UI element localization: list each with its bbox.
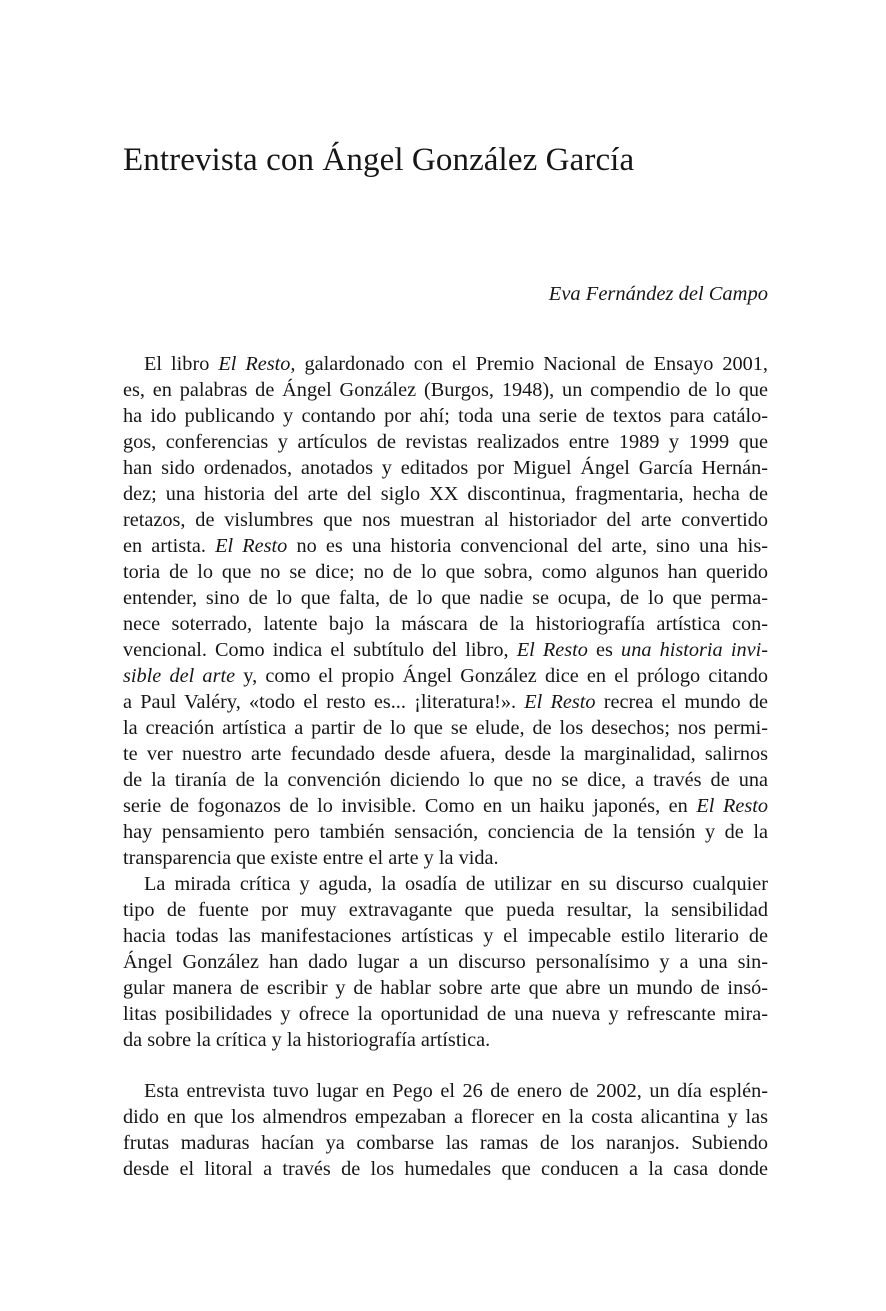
text-run: te ver nuestro arte fecundado desde afuera, desde la marginalidad, salirnos: [123, 743, 768, 765]
text-run: es: [587, 639, 622, 661]
text-run: litas posibilidades y ofrece la oportunidad de una nueva y refrescante mira-: [123, 1003, 768, 1025]
italic-text: El Resto: [524, 691, 596, 713]
paragraph-gap: [123, 1053, 768, 1078]
body-paragraph: [123, 351, 768, 871]
text-run: recrea el mundo de: [595, 691, 768, 713]
text-line: [123, 793, 768, 819]
text-run: transparencia que existe entre el arte y la vida.: [123, 847, 499, 869]
italic-text: sible del arte: [123, 665, 236, 687]
text-line: [123, 1078, 768, 1104]
text-line: [123, 507, 768, 533]
article-body: [123, 351, 768, 1182]
body-paragraph: [123, 871, 768, 1053]
text-run: es, en palabras de Ángel González (Burgos, 1948), un compendio de lo que: [123, 379, 768, 401]
text-run: desde el litoral a través de los humedales que conducen a la casa donde: [123, 1158, 768, 1180]
text-run: a Paul Valéry, «todo el resto es... ¡literatura!».: [123, 691, 525, 713]
text-run: galardonado con el Premio Nacional de Ensayo 2001,: [295, 353, 768, 375]
text-line: [123, 611, 768, 637]
text-run: gular manera de escribir y de hablar sobre arte que abre un mundo de insó-: [123, 977, 768, 999]
text-run: da sobre la crítica y la historiografía artística.: [123, 1029, 491, 1051]
body-paragraph: [123, 1078, 768, 1182]
italic-text: El Resto: [516, 639, 588, 661]
text-run: han sido ordenados, anotados y editados por Miguel Ángel García Hernán-: [123, 457, 768, 479]
text-run: serie de fogonazos de lo invisible. Como en un haiku japonés, en: [123, 795, 697, 817]
article-title: Entrevista con Ángel González García: [123, 142, 635, 178]
text-run: Ángel González han dado lugar a un discurso personalísimo y a una sin-: [123, 951, 768, 973]
text-run: gos, conferencias y artículos de revistas realizados entre 1989 y 1999 que: [123, 431, 768, 453]
text-line: [123, 949, 768, 975]
text-line: [123, 689, 768, 715]
text-line: [123, 845, 768, 871]
text-line: [123, 637, 768, 663]
text-line: [123, 377, 768, 403]
text-run: toria de lo que no se dice; no de lo que sobra, como algunos han querido: [123, 561, 768, 583]
text-run: frutas maduras hacían ya combarse las ramas de los naranjos. Subiendo: [123, 1132, 768, 1154]
text-line: [123, 403, 768, 429]
text-run: de la tiranía de la convención diciendo lo que no se dice, a través de una: [123, 769, 768, 791]
italic-text: El Resto: [696, 795, 768, 817]
text-line: [123, 819, 768, 845]
text-run: dido en que los almendros empezaban a florecer en la costa alicantina y las: [123, 1106, 768, 1128]
text-line: [123, 585, 768, 611]
text-line: [123, 715, 768, 741]
text-line: [123, 559, 768, 585]
text-run: ha ido publicando y contando por ahí; toda una serie de textos para catálo-: [123, 405, 768, 427]
text-run: la creación artística a partir de lo que se elude, de los desechos; nos permi-: [123, 717, 768, 739]
text-line: [123, 429, 768, 455]
text-line: [123, 975, 768, 1001]
text-run: nece soterrado, latente bajo la máscara de la historiografía artística con-: [123, 613, 768, 635]
italic-text: El Resto: [215, 535, 288, 557]
text-run: hay pensamiento pero también sensación, conciencia de la tensión y de la: [123, 821, 768, 843]
italic-text: El Resto,: [218, 353, 296, 375]
text-line: [123, 533, 768, 559]
text-line: [123, 351, 768, 377]
text-line: [123, 871, 768, 897]
article-author: Eva Fernández del Campo: [548, 283, 768, 305]
text-line: [123, 767, 768, 793]
text-run: retazos, de vislumbres que nos muestran al historiador del arte convertido: [123, 509, 768, 531]
text-run: hacia todas las manifestaciones artísticas y el impecable estilo literario de: [123, 925, 768, 947]
text-run: y, como el propio Ángel González dice en el prólogo citando: [235, 665, 768, 687]
text-run: El libro: [144, 353, 219, 375]
text-line: [123, 1001, 768, 1027]
italic-text: una historia invi-: [621, 639, 768, 661]
text-run: La mirada crítica y aguda, la osadía de utilizar en su discurso cualquier: [144, 873, 768, 895]
text-line: [123, 455, 768, 481]
text-line: [123, 481, 768, 507]
text-run: entender, sino de lo que falta, de lo que nadie se ocupa, de lo que perma-: [123, 587, 768, 609]
text-run: vencional. Como indica el subtítulo del libro,: [123, 639, 517, 661]
text-line: [123, 923, 768, 949]
text-line: [123, 897, 768, 923]
text-line: [123, 1156, 768, 1182]
text-run: en artista.: [123, 535, 216, 557]
text-run: Esta entrevista tuvo lugar en Pego el 26 de enero de 2002, un día esplén-: [144, 1080, 768, 1102]
text-run: tipo de fuente por muy extravagante que pueda resultar, la sensibilidad: [123, 899, 768, 921]
text-line: [123, 663, 768, 689]
text-line: [123, 1027, 768, 1053]
text-line: [123, 1130, 768, 1156]
text-line: [123, 1104, 768, 1130]
text-line: [123, 741, 768, 767]
text-run: dez; una historia del arte del siglo XX discontinua, fragmentaria, hecha de: [123, 483, 768, 505]
text-run: no es una historia convencional del arte, sino una his-: [287, 535, 768, 557]
